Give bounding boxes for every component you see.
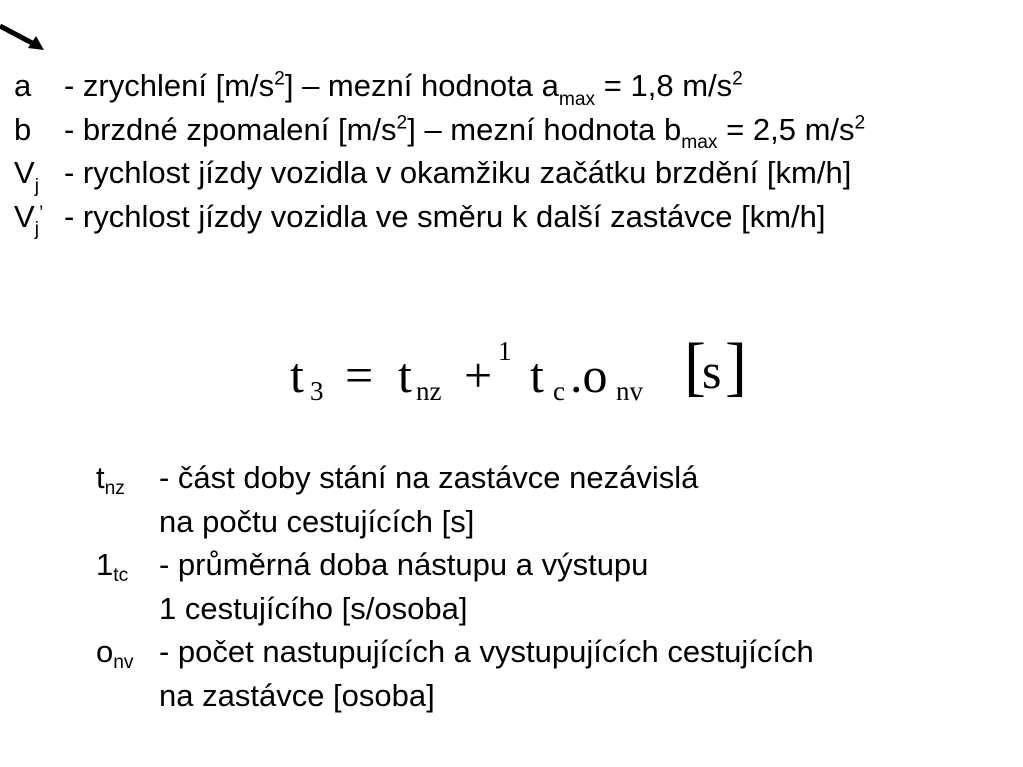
superscript: 2 bbox=[274, 68, 285, 90]
note-onv bbox=[96, 630, 814, 717]
formula-equals: = bbox=[345, 347, 374, 403]
definition-b-text bbox=[64, 108, 865, 152]
formula-dot-o: .o bbox=[570, 347, 608, 403]
definition-vj-text: - rychlost jízdy vozidla v okamžiku začátku brzdění [km/h] bbox=[64, 155, 852, 190]
formula-o-sub: nv bbox=[616, 376, 643, 406]
superscript: 2 bbox=[854, 112, 866, 134]
formula-tnz: t bbox=[398, 347, 412, 403]
note-line: na zastávce [osoba] bbox=[159, 677, 435, 713]
text-part: = 2,5 m/s bbox=[717, 111, 855, 147]
text-part: - brzdné zpomalení [m/s bbox=[64, 111, 397, 147]
formula-t: t bbox=[290, 347, 304, 403]
formula-right-bracket: ] bbox=[725, 330, 747, 403]
symbol-base: V bbox=[14, 155, 35, 190]
formula-unit: s bbox=[702, 343, 722, 399]
arrow-icon bbox=[0, 18, 50, 58]
symbol-subscript: j bbox=[34, 175, 39, 197]
note-line: na počtu cestujících [s] bbox=[159, 503, 475, 539]
note-1tc bbox=[96, 543, 814, 630]
formula-plus: + bbox=[464, 347, 493, 403]
definition-a-text bbox=[64, 64, 743, 108]
note-line: - část doby stání na zastávce nezávislá bbox=[159, 460, 699, 495]
symbol-a: a bbox=[14, 68, 32, 103]
formula-t-sub: 3 bbox=[310, 376, 324, 406]
symbol-base: 1 bbox=[96, 547, 114, 582]
symbol-subscript: nv bbox=[113, 651, 134, 673]
formula-tnz-sub: nz bbox=[416, 376, 442, 406]
text-part: ] – mezní hodnota a bbox=[284, 68, 559, 103]
symbol-vj bbox=[14, 151, 39, 200]
formula-tc-sub: c bbox=[553, 376, 565, 406]
text-part: - zrychlení [m/s bbox=[64, 68, 275, 103]
subscript: max bbox=[558, 88, 596, 110]
note-line: - počet nastupujících a vystupujících cestujících bbox=[159, 634, 814, 669]
symbol-base: t bbox=[96, 460, 105, 495]
notes-list bbox=[96, 456, 814, 717]
formula-one-sup: 1 bbox=[498, 336, 512, 366]
symbol-base: V bbox=[14, 198, 35, 234]
stop-time-formula bbox=[290, 330, 750, 410]
note-symbol bbox=[96, 630, 134, 679]
text-part: = 1,8 m/s bbox=[595, 68, 733, 103]
symbol-subscript: tc bbox=[113, 564, 129, 586]
note-line: - průměrná doba nástupu a výstupu bbox=[159, 547, 649, 582]
symbol-b: b bbox=[14, 111, 32, 147]
note-symbol bbox=[96, 543, 128, 592]
note-symbol bbox=[96, 456, 125, 505]
superscript: 2 bbox=[732, 68, 743, 90]
note-tnz bbox=[96, 456, 814, 543]
formula-tc: t bbox=[530, 347, 544, 403]
text-part: ] – mezní hodnota b bbox=[407, 111, 682, 147]
symbol-base: o bbox=[96, 634, 114, 669]
superscript: 2 bbox=[396, 112, 408, 134]
subscript: max bbox=[681, 132, 718, 154]
formula-left-bracket: [ bbox=[684, 330, 706, 403]
note-line: 1 cestujícího [s/osoba] bbox=[159, 590, 468, 626]
symbol-subscript: nz bbox=[104, 477, 125, 499]
definition-vj-prime-text: - rychlost jízdy vozidla ve směru k další zastávce [km/h] bbox=[64, 198, 826, 234]
symbol-prime: ’ bbox=[38, 202, 44, 224]
symbol-subscript: j bbox=[34, 219, 39, 241]
symbol-vj-prime bbox=[14, 195, 43, 244]
